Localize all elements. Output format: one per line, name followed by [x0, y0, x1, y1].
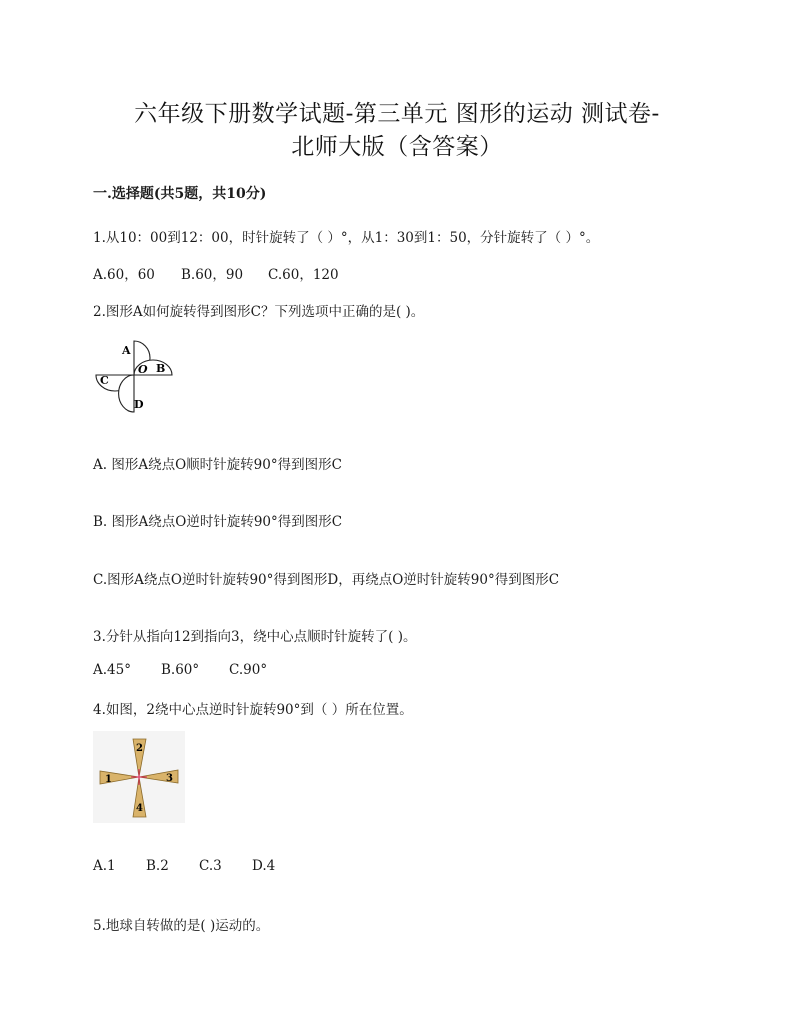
question-3-option-a: A.45° [93, 662, 131, 678]
figure-label-c: C [100, 374, 109, 387]
question-3-option-c: C.90° [229, 662, 268, 678]
question-4-option-b: B.2 [146, 858, 169, 874]
pinwheel-label-1: 1 [105, 774, 112, 785]
question-4-option-c: C.3 [199, 858, 222, 874]
figure-label-o: O [138, 363, 148, 376]
pinwheel-label-3: 3 [166, 773, 173, 784]
question-3-options [93, 662, 267, 678]
question-1-options [93, 263, 339, 283]
question-2-option-a: A. 图形A绕点O顺时针旋转90°得到图形C [93, 457, 342, 473]
question-5-text: 5.地球自转做的是( )运动的。 [93, 918, 270, 934]
figure-label-b: B [156, 362, 166, 375]
page-title-line-1: 六年级下册数学试题-第三单元 图形的运动 测试卷- [134, 101, 660, 127]
question-3-text: 3.分针从指向12到指向3，绕中心点顺时针旋转了( )。 [93, 629, 417, 645]
page-title-line-2: 北师大版（含答案） [291, 134, 503, 160]
question-1-text: 1.从10：00到12：00，时针旋转了（ ）°，从1：30到1：50，分针旋转了（ ）°。 [93, 230, 600, 246]
question-2-rotation-figure [92, 337, 178, 415]
question-1-option-a: A.60，60 [93, 267, 155, 283]
question-1-option-c: C.60，120 [268, 267, 339, 283]
figure-label-a: A [122, 344, 131, 357]
question-4-options [93, 858, 275, 874]
question-1-option-b: B.60，90 [181, 267, 244, 283]
question-4-pinwheel-figure [93, 731, 185, 823]
question-4-option-d: D.4 [252, 858, 276, 874]
section-heading: 一.选择题(共5题，共10分) [93, 186, 267, 202]
question-2-option-b: B. 图形A绕点O逆时针旋转90°得到图形C [93, 514, 343, 530]
pinwheel-label-4: 4 [136, 803, 143, 814]
figure-label-d: D [134, 398, 144, 411]
question-3-option-b: B.60° [161, 662, 200, 678]
question-2-text: 2.图形A如何旋转得到图形C？下列选项中正确的是( )。 [93, 304, 425, 320]
question-2-option-c: C.图形A绕点O逆时针旋转90°得到图形D，再绕点O逆时针旋转90°得到图形C [93, 572, 560, 588]
question-4-option-a: A.1 [93, 858, 116, 874]
pinwheel-label-2: 2 [136, 743, 143, 754]
question-4-text: 4.如图，2绕中心点逆时针旋转90°到（ ）所在位置。 [93, 702, 413, 718]
